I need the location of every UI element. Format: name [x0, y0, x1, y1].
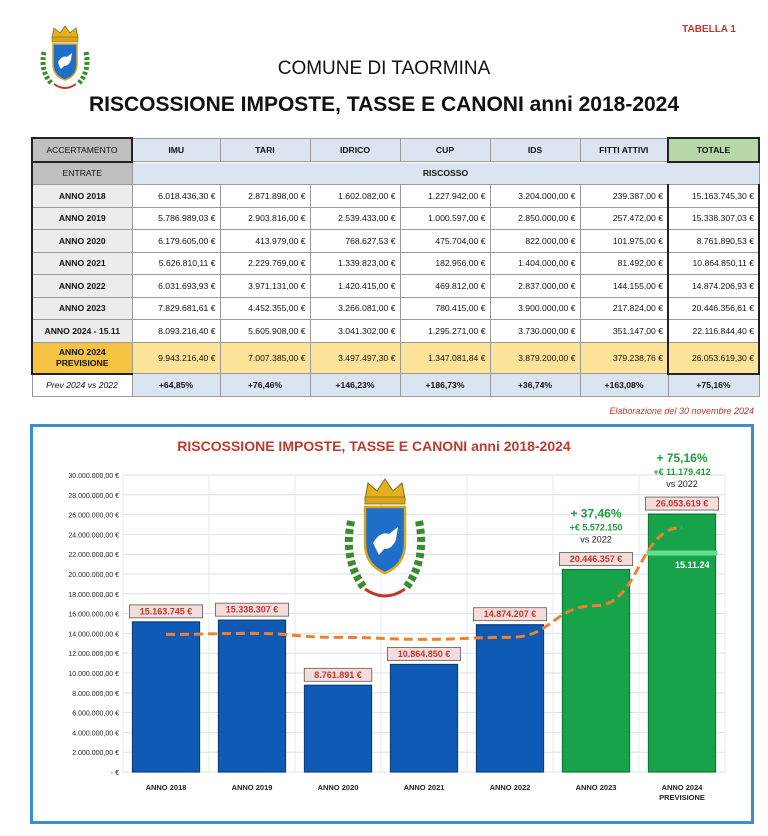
riscossione-table — [31, 137, 760, 397]
col-header-totale: TOTALE — [668, 138, 759, 162]
bar — [304, 685, 371, 772]
cell-pct: +76,46% — [220, 374, 310, 397]
y-tick-label: 20.000.000,00 € — [68, 572, 119, 579]
data-label: 8.761.891 € — [314, 669, 362, 680]
comune-title: COMUNE DI TAORMINA — [277, 58, 491, 79]
entrate-label: ENTRATE — [32, 162, 132, 185]
cell-value: 2.229.769,00 € — [220, 252, 310, 275]
cell-total: 8.761.890,53 € — [668, 230, 759, 253]
cell-value: 2.871.898,00 € — [220, 185, 310, 208]
partial-marker — [646, 551, 717, 556]
col-header-fitti: FITTI ATTIVI — [580, 138, 668, 162]
cell-value: 81.492,00 € — [580, 252, 668, 275]
table-row — [32, 230, 759, 253]
annotation-delta: +€ 5.572.150 — [569, 522, 623, 533]
cell-total: 14.874.206,93 € — [668, 275, 759, 298]
cell-value: 9.943.216,40 € — [132, 342, 220, 374]
bar-chart — [33, 427, 751, 821]
cell-pct: +163,08% — [580, 374, 668, 397]
bar — [476, 625, 543, 772]
bar — [562, 570, 629, 772]
data-label: 15.338.307 € — [225, 604, 279, 615]
col-header-imu: IMU — [132, 138, 220, 162]
y-tick-label: 18.000.000,00 € — [68, 591, 119, 599]
cell-value: 2.850.000,00 € — [490, 207, 580, 230]
cell-value: 5.626.810,11 € — [132, 252, 220, 275]
table-row — [32, 252, 759, 275]
corner-label: ACCERTAMENTO — [32, 138, 132, 162]
y-tick-label: 14.000.000,00 € — [68, 631, 119, 639]
cell-pct: +36,74% — [490, 374, 580, 397]
row-label: ANNO 2023 — [32, 297, 132, 320]
cell-value: 379.238,76 € — [580, 342, 668, 374]
cell-value: 475.704,00 € — [400, 230, 490, 253]
report-title: RISCOSSIONE IMPOSTE, TASSE E CANONI anni 2018-2024 — [88, 93, 680, 116]
row-label: ANNO 2020 — [32, 230, 132, 253]
y-tick-label: 6.000.000,00 € — [72, 710, 119, 718]
cell-value: 182.956,00 € — [400, 252, 490, 275]
bar — [218, 620, 285, 772]
col-header-ids: IDS — [490, 138, 580, 162]
cell-value: 239.387,00 € — [580, 185, 668, 208]
elaborazione-note: Elaborazione del 30 novembre 2024 — [609, 406, 754, 416]
y-tick-label: 10.000.000,00 € — [68, 671, 119, 678]
row-label: ANNO 2021 — [32, 252, 132, 275]
cell-pct: +186,73% — [400, 374, 490, 397]
cell-value: 217.824,00 € — [580, 297, 668, 320]
cell-value: 469.812,00 € — [400, 275, 490, 298]
cell-pct: +75,16% — [668, 374, 759, 397]
cell-value: 2.903.816,00 € — [220, 207, 310, 230]
y-tick-label: 30.000.000,00 € — [68, 473, 119, 480]
table-row — [32, 275, 759, 298]
table-subheader-row — [32, 162, 759, 185]
x-tick-label: ANNO 2022 — [489, 783, 531, 792]
cell-value: 1.420.415,00 € — [310, 275, 400, 298]
cell-pct: +64,85% — [132, 374, 220, 397]
table-tag: TABELLA 1 — [682, 24, 736, 35]
table-row — [32, 207, 759, 230]
data-label: 26.053.619 € — [655, 498, 709, 509]
cell-value: 3.879.200,00 € — [490, 342, 580, 374]
annotation-delta: +€ 11.179.412 — [653, 467, 711, 478]
cell-value: 3.900.000,00 € — [490, 297, 580, 320]
cell-value: 2.837.000,00 € — [490, 275, 580, 298]
y-tick-label: 22.000.000,00 € — [68, 552, 119, 560]
riscosso-label: RISCOSSO — [132, 162, 759, 185]
cell-value: 5.786.989,03 € — [132, 207, 220, 230]
cell-value: 144.155,00 € — [580, 275, 668, 298]
cell-value: 6.031.693,93 € — [132, 275, 220, 298]
bar — [132, 622, 199, 772]
cell-value: 8.093.216,40 € — [132, 320, 220, 343]
cell-pct: +146,23% — [310, 374, 400, 397]
cell-value: 257.472,00 € — [580, 207, 668, 230]
cell-value: 3.497.497,30 € — [310, 342, 400, 374]
annotation-pct: + 37,46% — [570, 506, 622, 521]
y-tick-label: 8.000.000,00 € — [72, 690, 119, 698]
cell-total: 26.053.619,30 € — [668, 342, 759, 374]
y-tick-label: 4.000.000,00 € — [72, 730, 119, 738]
table-row — [32, 320, 759, 343]
data-label: 14.874.207 € — [483, 609, 537, 620]
x-tick-label: ANNO 2020 — [317, 783, 359, 792]
data-label: 10.864.850 € — [397, 648, 451, 659]
table-row — [32, 185, 759, 208]
cell-value: 101.975,00 € — [580, 230, 668, 253]
col-header-tari: TARI — [220, 138, 310, 162]
cell-value: 5.605.908,00 € — [220, 320, 310, 343]
cell-total: 15.163.745,30 € — [668, 185, 759, 208]
chart-title: RISCOSSIONE IMPOSTE, TASSE E CANONI anni 2018-2024 — [177, 438, 571, 454]
cell-total: 22.116.844,40 € — [668, 320, 759, 343]
partial-marker-label: 15.11.24 — [674, 560, 710, 571]
table-row-previsione — [32, 342, 759, 374]
row-label: Prev 2024 vs 2022 — [32, 374, 132, 397]
row-label: ANNO 2024 - 15.11 — [32, 320, 132, 343]
cell-value: 7.007.385,00 € — [220, 342, 310, 374]
cell-value: 1.347.081,84 € — [400, 342, 490, 374]
cell-value: 3.266.081,00 € — [310, 297, 400, 320]
y-tick-label: - € — [110, 770, 119, 777]
cell-value: 768.627,53 € — [310, 230, 400, 253]
table-header-row — [32, 138, 759, 162]
cell-value: 413.979,00 € — [220, 230, 310, 253]
cell-value: 1.000.597,00 € — [400, 207, 490, 230]
row-label: ANNO 2024 PREVISIONE — [32, 342, 132, 374]
row-label: ANNO 2018 — [32, 185, 132, 208]
row-label: ANNO 2019 — [32, 207, 132, 230]
cell-value: 7.829.681,61 € — [132, 297, 220, 320]
chart-container — [30, 424, 754, 824]
cell-value: 3.730.000,00 € — [490, 320, 580, 343]
data-label: 20.446.357 € — [569, 554, 623, 565]
y-tick-label: 16.000.000,00 € — [68, 611, 119, 619]
annotation-pct: + 75,16% — [656, 451, 708, 466]
cell-value: 2.539.433,00 € — [310, 207, 400, 230]
col-header-idrico: IDRICO — [310, 138, 400, 162]
x-tick-label: ANNO 2024 PREVISIONE — [659, 783, 705, 802]
table-row — [32, 297, 759, 320]
cell-value: 1.339.823,00 € — [310, 252, 400, 275]
cell-value: 6.179.605,00 € — [132, 230, 220, 253]
annotation-ref: vs 2022 — [580, 534, 612, 545]
x-tick-label: ANNO 2019 — [231, 783, 273, 792]
cell-value: 1.602.082,00 € — [310, 185, 400, 208]
col-header-cup: CUP — [400, 138, 490, 162]
y-tick-label: 24.000.000,00 € — [68, 532, 119, 540]
x-tick-label: ANNO 2018 — [145, 783, 187, 792]
cell-value: 822.000,00 € — [490, 230, 580, 253]
y-tick-label: 28.000.000,00 € — [68, 492, 119, 500]
y-tick-label: 12.000.000,00 € — [68, 651, 119, 659]
taormina-crest-icon — [349, 479, 421, 596]
row-label: ANNO 2022 — [32, 275, 132, 298]
cell-value: 1.295.271,00 € — [400, 320, 490, 343]
cell-value: 780.415,00 € — [400, 297, 490, 320]
x-tick-label: ANNO 2021 — [403, 783, 445, 792]
cell-value: 3.041.302,00 € — [310, 320, 400, 343]
cell-total: 15.338.307,03 € — [668, 207, 759, 230]
cell-value: 351.147,00 € — [580, 320, 668, 343]
cell-value: 1.404.000,00 € — [490, 252, 580, 275]
data-label: 15.163.745 € — [139, 606, 193, 617]
cell-value: 3.204.000,00 € — [490, 185, 580, 208]
annotation-ref: vs 2022 — [666, 479, 698, 490]
y-tick-label: 26.000.000,00 € — [68, 512, 119, 520]
bar — [390, 664, 457, 772]
cell-value: 3.971.131,00 € — [220, 275, 310, 298]
cell-value: 4.452.355,00 € — [220, 297, 310, 320]
y-tick-label: 2.000.000,00 € — [72, 750, 119, 758]
cell-total: 10.864.850,11 € — [668, 252, 759, 275]
x-tick-label: ANNO 2023 — [575, 783, 617, 792]
table-row-comparison — [32, 374, 759, 397]
cell-value: 1.227.942,00 € — [400, 185, 490, 208]
cell-value: 6.018.436,30 € — [132, 185, 220, 208]
cell-total: 20.446.356,61 € — [668, 297, 759, 320]
